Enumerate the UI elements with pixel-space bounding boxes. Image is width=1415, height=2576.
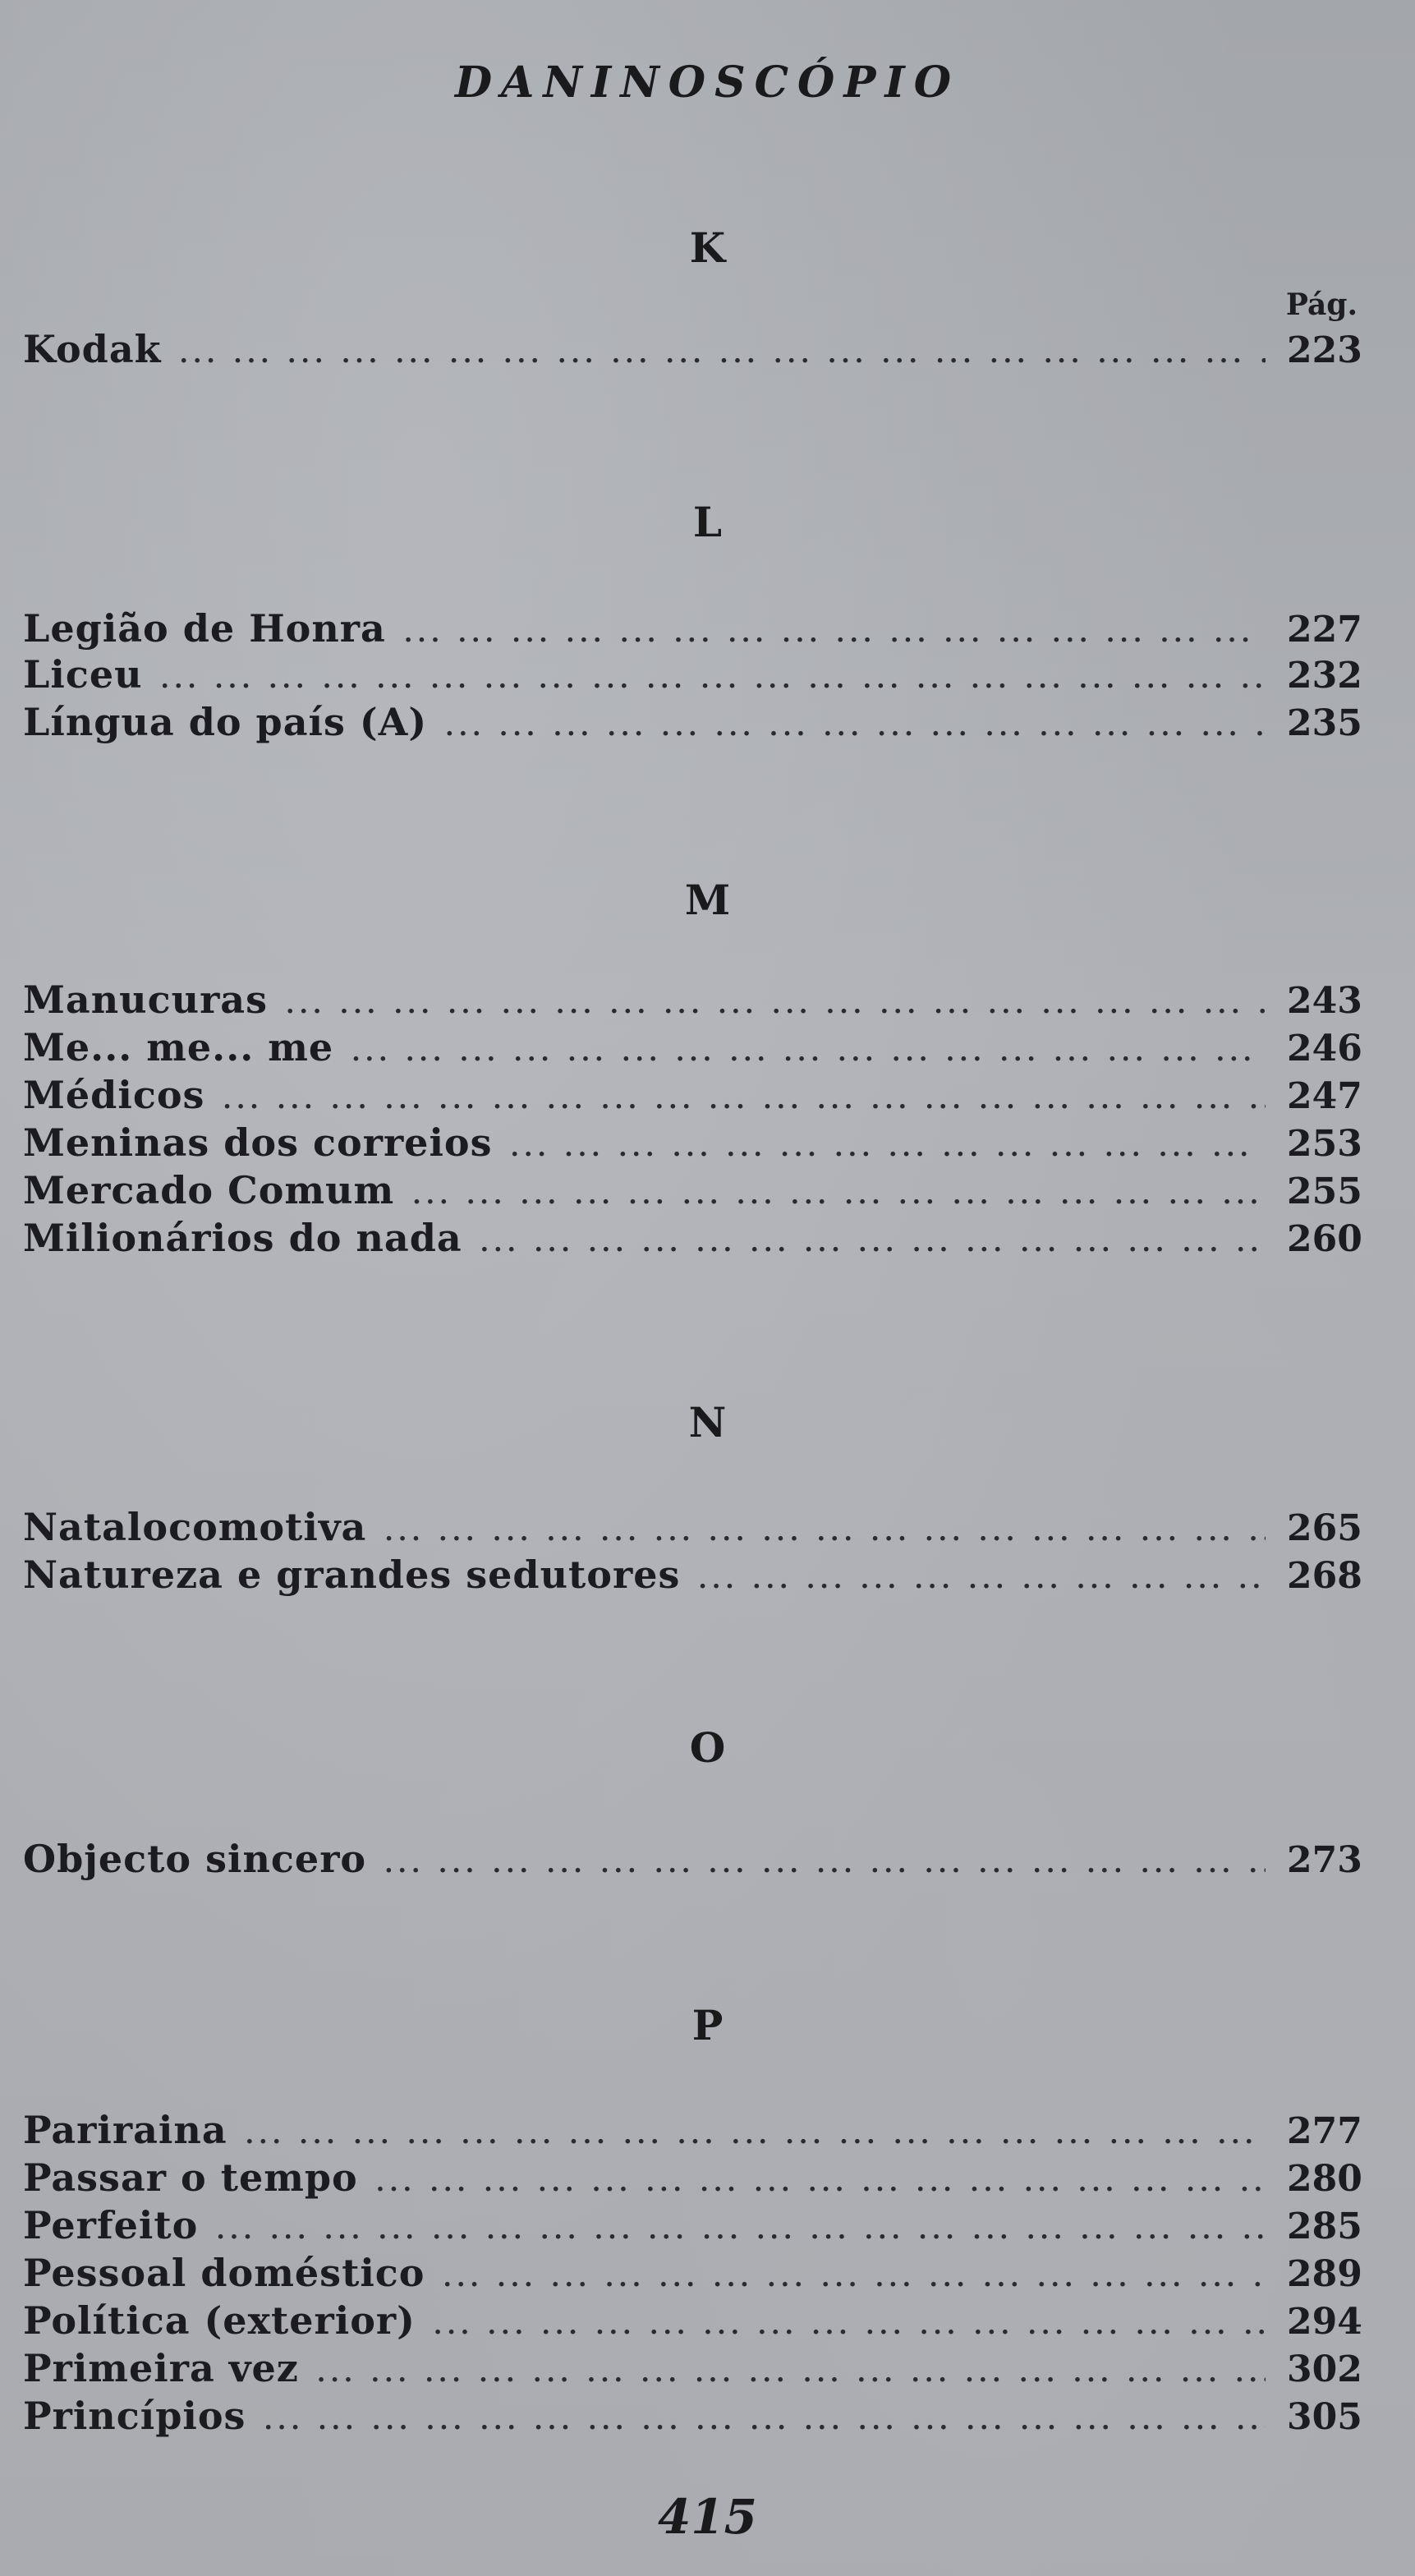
entry-title: Pariraina: [23, 2108, 227, 2152]
entry-page-number: 273: [1287, 1839, 1362, 1881]
index-entry: [23, 652, 1362, 700]
dot-leader: [161, 665, 1266, 694]
index-entry: [23, 606, 1362, 654]
index-entry: [23, 2298, 1362, 2346]
section-letter-p: P: [691, 2001, 724, 2049]
entry-title: Objecto sincero: [23, 1837, 367, 1881]
dot-leader: [480, 1229, 1266, 1258]
index-entry: [23, 2108, 1362, 2155]
entry-page-number: 305: [1287, 2396, 1362, 2438]
dot-leader: [180, 340, 1266, 369]
dot-leader: [511, 1134, 1266, 1162]
entry-page-number: 289: [1287, 2253, 1362, 2295]
entry-page-number: 302: [1287, 2348, 1362, 2390]
entry-title: Liceu: [23, 652, 143, 697]
entry-page-number: 243: [1287, 980, 1362, 1022]
entry-page-number: 255: [1287, 1171, 1362, 1212]
entry-page-number: 253: [1287, 1123, 1362, 1165]
entry-title: Natureza e grandes sedutores: [23, 1552, 681, 1597]
index-entry: [23, 1505, 1362, 1552]
entry-page-number: 232: [1287, 655, 1362, 697]
dot-leader: [223, 1086, 1266, 1115]
section-letter-n: N: [688, 1398, 727, 1447]
entry-title: Manucuras: [23, 978, 269, 1022]
dot-leader: [412, 1181, 1266, 1210]
index-entry: [23, 1120, 1362, 1168]
running-head: DANINOSCÓPIO: [454, 58, 961, 108]
section-letter-m: M: [684, 876, 731, 924]
entry-title: Primeira vez: [23, 2346, 299, 2390]
entry-title: Política (exterior): [23, 2298, 416, 2343]
entry-title: Passar o tempo: [23, 2155, 358, 2200]
index-entry: [23, 1216, 1362, 1263]
entry-title: Médicos: [23, 1073, 205, 1117]
entry-page-number: 294: [1287, 2301, 1362, 2343]
index-entry: [23, 1837, 1362, 1884]
index-entry: [23, 1073, 1362, 1120]
index-entry: [23, 978, 1362, 1025]
index-entry: [23, 2346, 1362, 2394]
entry-page-number: 265: [1287, 1507, 1362, 1549]
index-entry: [23, 2203, 1362, 2251]
entry-page-number: 247: [1287, 1075, 1362, 1117]
index-entry: [23, 2394, 1362, 2441]
entry-title: Kodak: [23, 327, 162, 371]
entry-title: Milionários do nada: [23, 1216, 462, 1260]
entry-page-number: 246: [1287, 1028, 1362, 1070]
entry-title: Perfeito: [23, 2203, 199, 2247]
entry-title: Mercado Comum: [23, 1168, 395, 1212]
dot-leader: [216, 2216, 1266, 2245]
dot-leader: [443, 2264, 1266, 2293]
index-entry: [23, 1552, 1362, 1600]
index-entry: [23, 2251, 1362, 2298]
dot-leader: [384, 1850, 1266, 1879]
entry-title: Princípios: [23, 2394, 246, 2438]
entry-page-number: 260: [1287, 1218, 1362, 1260]
section-letter-o: O: [689, 1723, 726, 1772]
index-entry: [23, 700, 1362, 748]
page-number-footer: 415: [657, 2489, 758, 2545]
entry-title: Legião de Honra: [23, 606, 386, 651]
dot-leader: [286, 991, 1266, 1019]
page-column-label: Pág.: [1285, 288, 1358, 322]
index-entry: [23, 1168, 1362, 1216]
entry-page-number: 227: [1287, 609, 1362, 651]
entry-page-number: 277: [1287, 2110, 1362, 2152]
entry-title: Natalocomotiva: [23, 1505, 367, 1549]
index-entry: [23, 2155, 1362, 2203]
dot-leader: [434, 2312, 1266, 2340]
entry-page-number: 223: [1287, 329, 1362, 371]
section-letter-l: L: [692, 498, 723, 546]
entry-title: Língua do país (A): [23, 700, 428, 744]
dot-leader: [445, 713, 1266, 742]
index-entry: [23, 1025, 1362, 1073]
dot-leader: [264, 2407, 1266, 2436]
entry-title: Meninas dos correios: [23, 1120, 493, 1165]
entry-page-number: 268: [1287, 1555, 1362, 1597]
dot-leader: [317, 2359, 1266, 2388]
dot-leader: [376, 2169, 1266, 2197]
entry-page-number: 235: [1287, 702, 1362, 744]
entry-page-number: 285: [1287, 2206, 1362, 2247]
index-entry: [23, 327, 1362, 375]
dot-leader: [404, 619, 1266, 648]
entry-title: Me... me... me: [23, 1025, 334, 1070]
dot-leader: [351, 1038, 1266, 1067]
section-letter-k: K: [689, 223, 726, 272]
dot-leader: [246, 2121, 1266, 2150]
dot-leader: [698, 1566, 1266, 1594]
dot-leader: [384, 1518, 1266, 1547]
entry-title: Pessoal doméstico: [23, 2251, 425, 2295]
entry-page-number: 280: [1287, 2158, 1362, 2200]
